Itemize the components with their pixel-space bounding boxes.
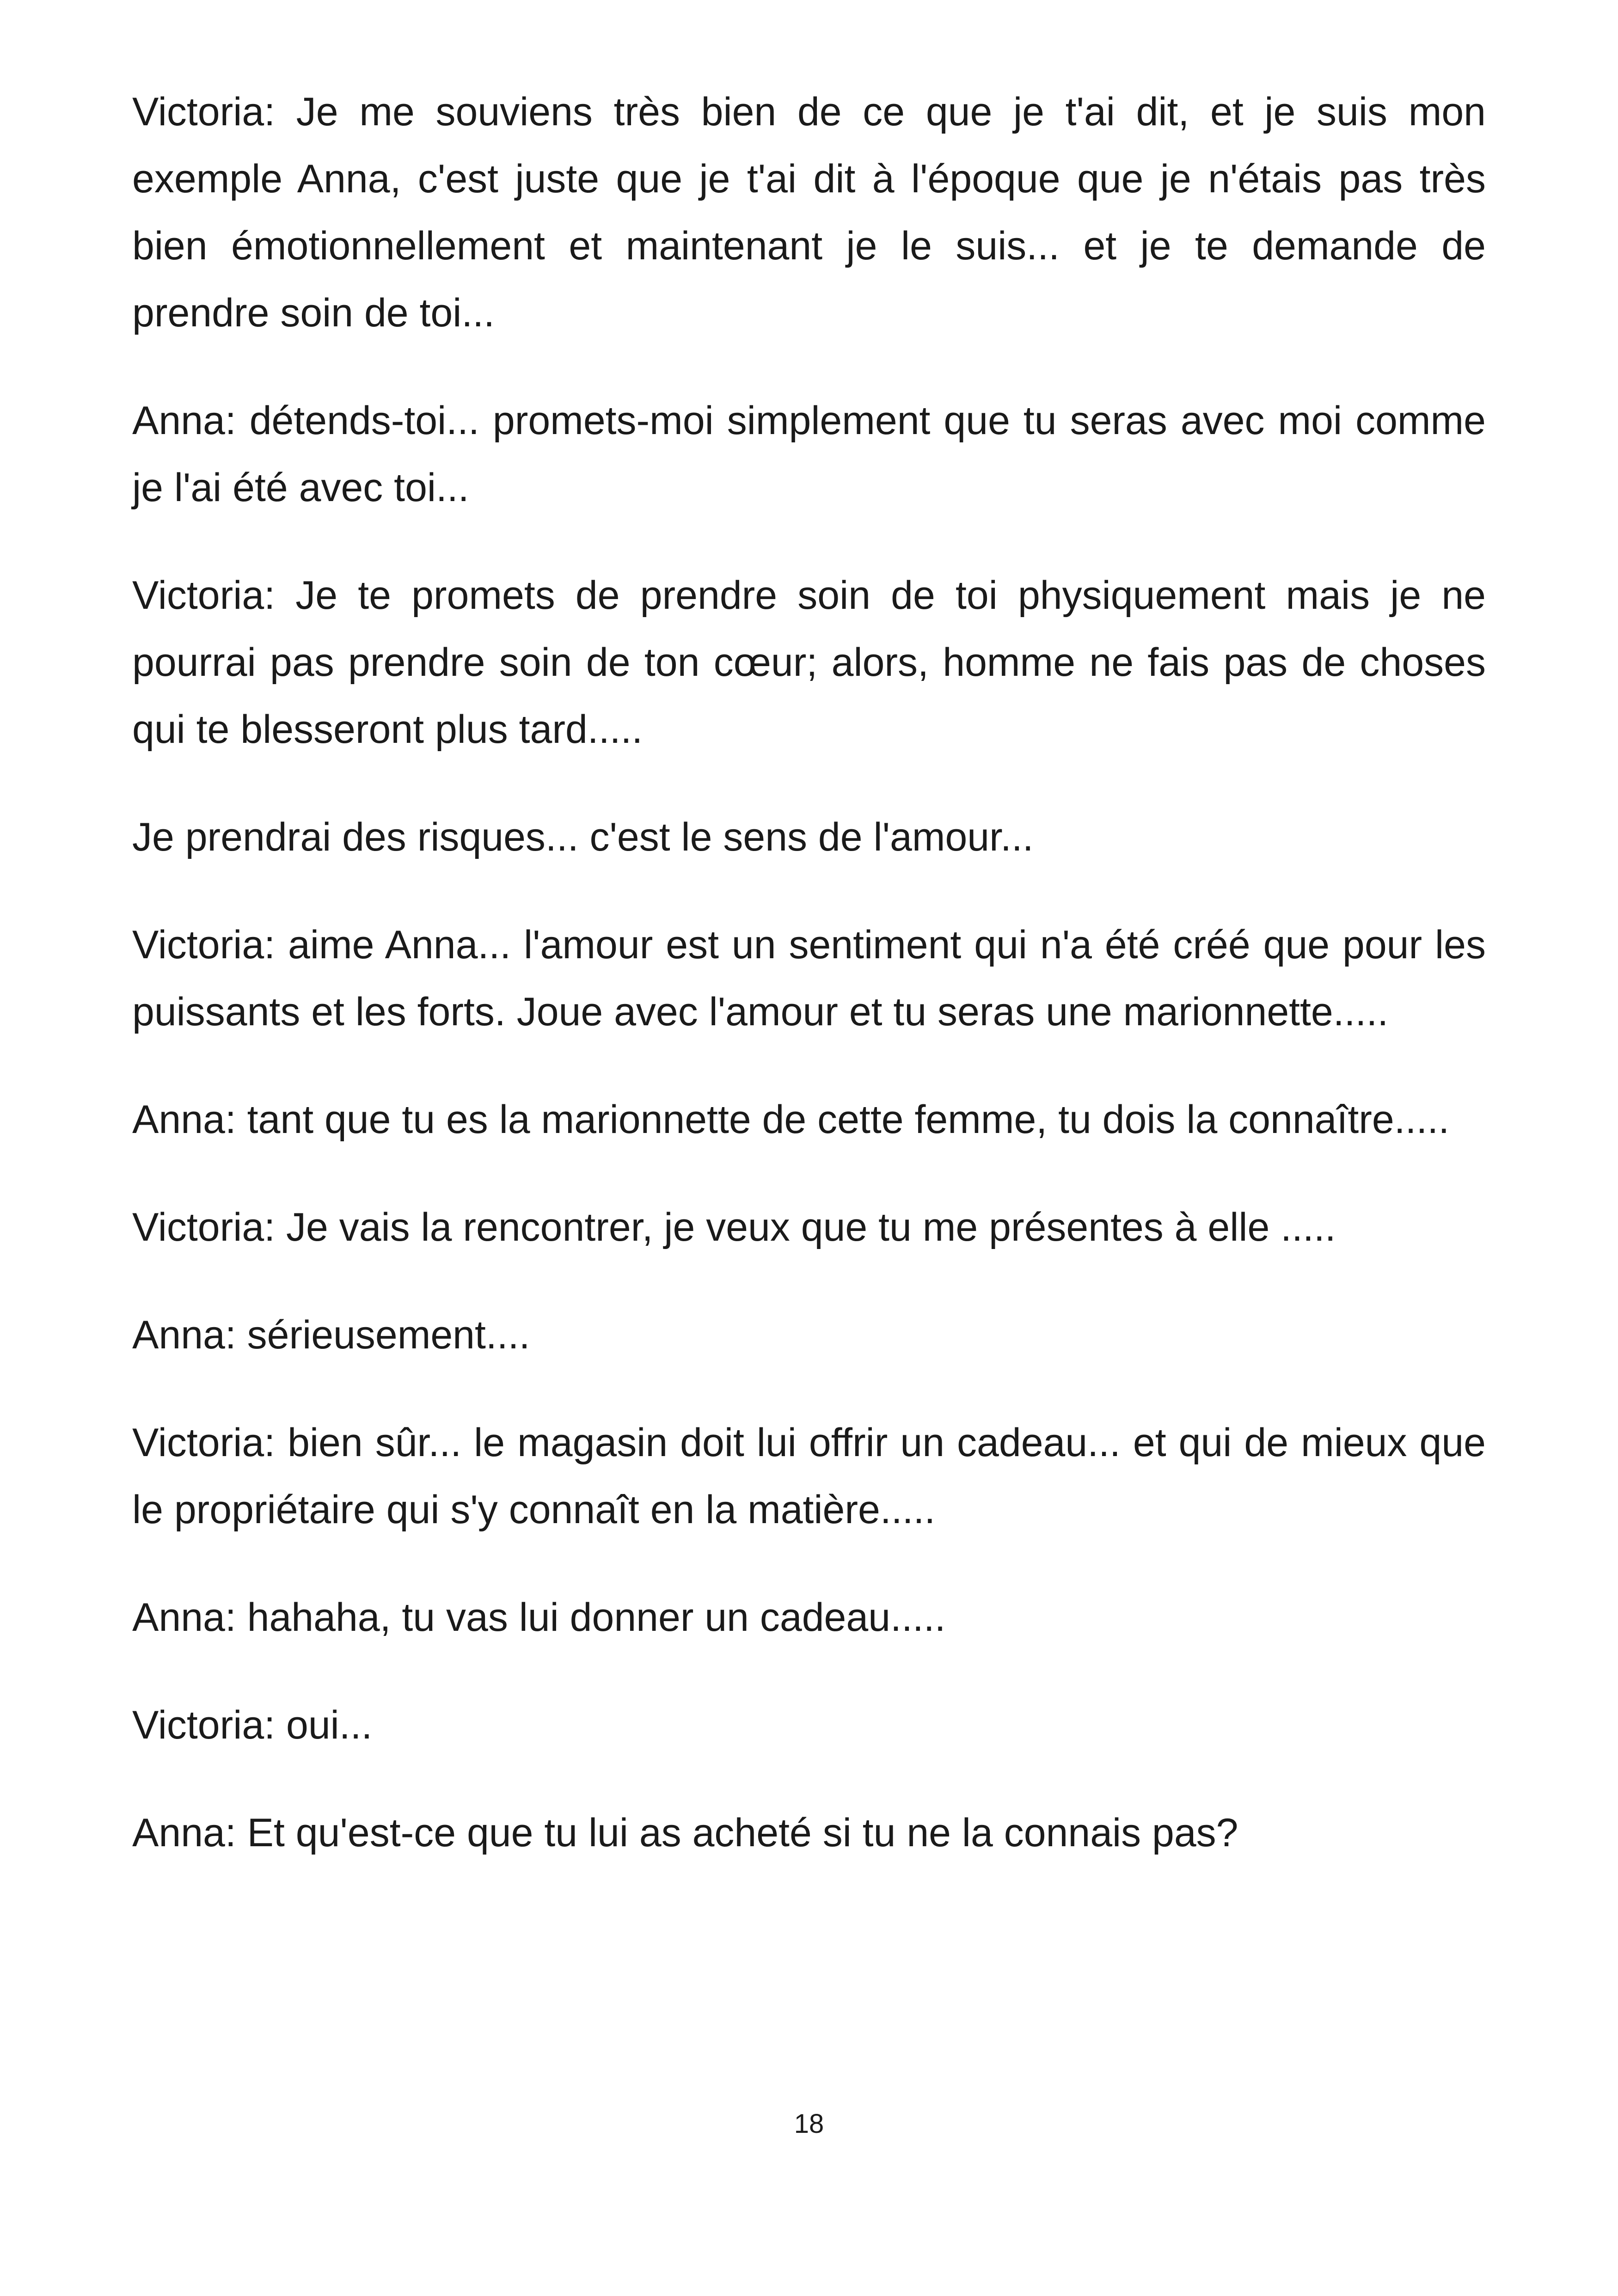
page-number: 18 <box>794 2109 824 2139</box>
paragraph: Victoria: Je te promets de prendre soin de toi physiquement mais je ne pourrai pas prendre soin de ton cœur; alors, homme ne fais pas de choses qui te blesseront plus tard..... <box>132 573 1486 752</box>
paragraph: Victoria: bien sûr... le magasin doit lui offrir un cadeau... et qui de mieux que le propriétaire qui s'y connaît en la matière..... <box>132 1420 1486 1532</box>
paragraph: Victoria: Je vais la rencontrer, je veux que tu me présentes à elle ..... <box>132 1205 1336 1249</box>
paragraph: Victoria: Je me souviens très bien de ce que je t'ai dit, et je suis mon exemple Anna, c'est juste que je t'ai dit à l'époque que je n'étais pas très bien émotionnellement et maintenant je le suis... et je te demande de prendre soin de toi... <box>132 90 1486 335</box>
paragraph: Victoria: aime Anna... l'amour est un sentiment qui n'a été créé que pour les puissants et les forts. Joue avec l'amour et tu seras une marionnette..... <box>132 923 1486 1034</box>
paragraph: Anna: tant que tu es la marionnette de cette femme, tu dois la connaître..... <box>132 1097 1450 1142</box>
paragraph: Anna: hahaha, tu vas lui donner un cadeau..... <box>132 1595 946 1640</box>
page-body <box>132 79 1486 1907</box>
paragraph: Victoria: oui... <box>132 1703 373 1747</box>
paragraph: Anna: sérieusement.... <box>132 1313 530 1357</box>
paragraph: Je prendrai des risques... c'est le sens de l'amour... <box>132 815 1034 859</box>
paragraph: Anna: détends-toi... promets-moi simplement que tu seras avec moi comme je l'ai été avec toi... <box>132 398 1486 510</box>
paragraph: Anna: Et qu'est-ce que tu lui as acheté si tu ne la connais pas? <box>132 1811 1238 1855</box>
